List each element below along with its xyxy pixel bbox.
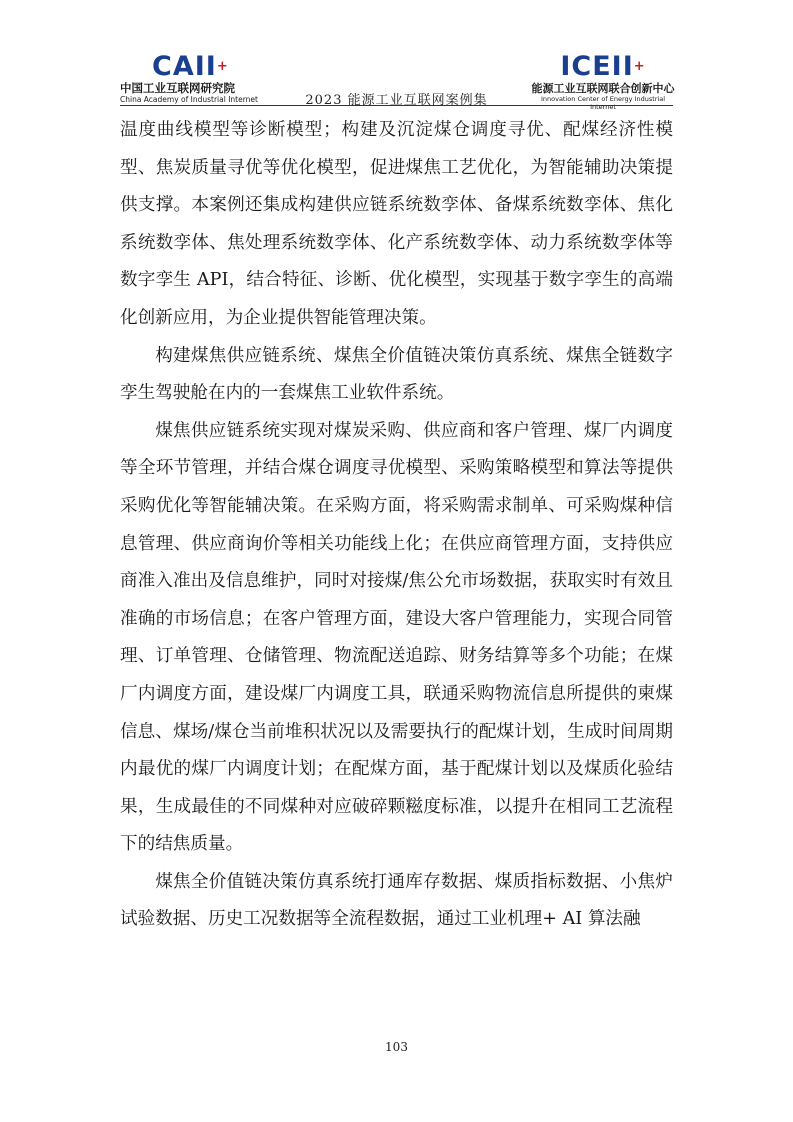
iceii-name-en: Innovation Center of Energy Industrial Internet [540, 95, 666, 111]
paragraph: 温度曲线模型等诊断模型；构建及沉淀煤仓调度寻优、配煤经济性模型、焦炭质量寻优等优化模型，促进煤焦工艺优化，为智能辅助决策提供支撑。本案例还集成构建供应链系统数孪体、备煤系统数孪体、焦化系统数孪体、焦处理系统数孪体、化产系统数孪体、动力系统数孪体等数字孪生 API，结合特征、诊断、优化模型，实现基于数字孪生的高端化创新应用，为企业提供智能管理决策。 [120, 120, 673, 328]
iceii-logo-mark: ICEII [560, 51, 634, 82]
caii-logo-mark: CAII [152, 51, 217, 82]
caii-name-cn: 中国工业互联网研究院 [120, 81, 235, 95]
paragraph: 煤焦全价值链决策仿真系统打通库存数据、煤质指标数据、小焦炉试验数据、历史工况数据等全流程数据，通过工业机理+ AI 算法融 [120, 871, 673, 930]
caii-logo-plus: + [216, 59, 229, 74]
iceii-logo [528, 51, 678, 111]
body-text [120, 112, 673, 939]
page-number: 103 [385, 1040, 408, 1054]
iceii-name-cn: 能源工业互联网联合创新中心 [531, 82, 675, 95]
page-header [0, 0, 793, 110]
caii-name-en: China Academy of Industrial Internet [120, 95, 258, 104]
iceii-logo-plus: + [633, 59, 646, 74]
header-title: 2023 能源工业互联网案例集 [305, 93, 488, 108]
paragraph: 构建煤焦供应链系统、煤焦全价值链决策仿真系统、煤焦全链数字孪生驾驶舱在内的一套煤焦工业软件系统。 [120, 345, 673, 404]
header-rule [120, 105, 673, 106]
paragraph: 煤焦供应链系统实现对煤炭采购、供应商和客户管理、煤厂内调度等全环节管理，并结合煤仓调度寻优模型、采购策略模型和算法等提供采购优化等智能辅决策。在采购方面，将采购需求制单、可采购煤种信息管理、供应商询价等相关功能线上化；在供应商管理方面，支持供应商准入准出及信息维护，同时对接煤/焦公允市场数据，获取实时有效且准确的市场信息；在客户管理方面，建设大客户管理能力，实现合同管理、订单管理、仓储管理、物流配送追踪、财务结算等多个功能；在煤厂内调度方面，建设煤厂内调度工具，联通采购物流信息所提供的柬煤信息、煤场/煤仓当前堆积状况以及需要执行的配煤计划，生成时间周期内最优的煤厂内调度计划；在配煤方面，基于配煤计划以及煤质化验结果，生成最佳的不同煤种对应破碎颗糍度标准，以提升在相同工艺流程下的结焦质量。 [120, 420, 673, 855]
